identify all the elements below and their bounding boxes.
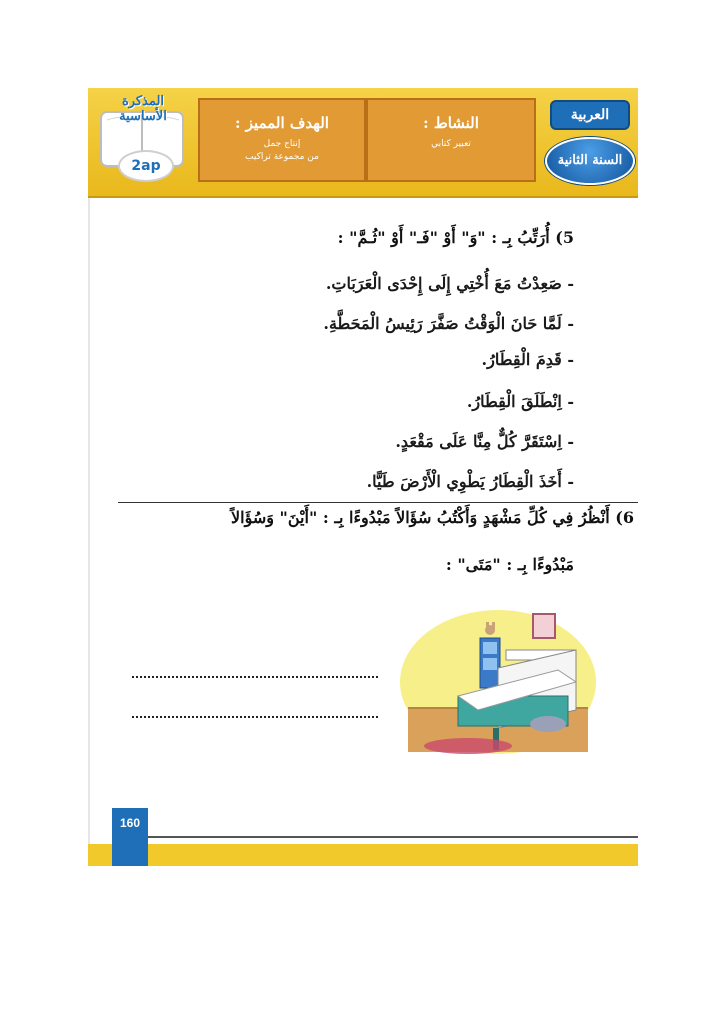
exercise-5-item: - لَمَّا حَانَ الْوَقْتُ صَفَّرَ رَئِيسُ الْمَحَطَّةِ.	[323, 314, 574, 333]
exercise-5-prompt: 5) أُرَتِّبُ بِـ : "وَ" أَوْ "فَـ" أَوْ "ثُـمَّ" :	[337, 228, 574, 247]
goal-panel	[198, 98, 366, 182]
book-title: المذكرة الأساسية	[119, 94, 167, 124]
page-number: 160	[112, 808, 148, 866]
bedroom-illustration	[398, 600, 598, 760]
exercise-6-prompt-line-2: مَبْدُوءًا بِـ : "مَتَى" :	[445, 555, 574, 574]
goal-subtitle-1: إنتاج جمل	[263, 139, 301, 149]
page-left-rule	[88, 198, 90, 844]
section-divider	[118, 502, 638, 503]
exercise-5-item: - اِنْطَلَقَ الْقِطَارُ.	[466, 392, 574, 411]
book-badge: 2ap	[118, 150, 174, 182]
exercise-5-item: - أَخَذَ الْقِطَارُ يَطْوِي الْأَرْضَ طَيًّا.	[366, 472, 574, 491]
exercise-5-item: - قَدِمَ الْقِطَارُ.	[481, 350, 574, 369]
activity-title: النشاط :	[423, 114, 479, 132]
goal-subtitle-2: من مجموعة تراكيب	[245, 152, 319, 162]
header-divider	[88, 196, 638, 198]
exercise-6-prompt-line-1: 6) أَنْظُرُ فِي كُلِّ مَشْهَدٍ وَأَكْتُبُ سُؤَالاً مَبْدُوءًا بِـ : "أَيْنَ" وَسُؤَالاً	[231, 508, 634, 527]
goal-title: الهدف المميز :	[235, 114, 329, 132]
answer-line-1[interactable]	[132, 676, 378, 678]
year-badge: السنة الثانية	[545, 137, 635, 185]
footer-rule	[118, 836, 638, 838]
activity-subtitle: تعبير كتابي	[431, 139, 471, 149]
activity-panel	[366, 98, 536, 182]
answer-line-2[interactable]	[132, 716, 378, 718]
exercise-5-item: - اِسْتَقَرَّ كُلٌّ مِنَّا عَلَى مَقْعَدٍ.	[395, 432, 574, 451]
footer-bar	[88, 844, 638, 866]
exercise-5-item: - صَعِدْتُ مَعَ أُخْتِي إِلَى إِحْدَى الْعَرَبَاتِ.	[325, 274, 574, 293]
subject-label: العربية	[550, 100, 630, 130]
